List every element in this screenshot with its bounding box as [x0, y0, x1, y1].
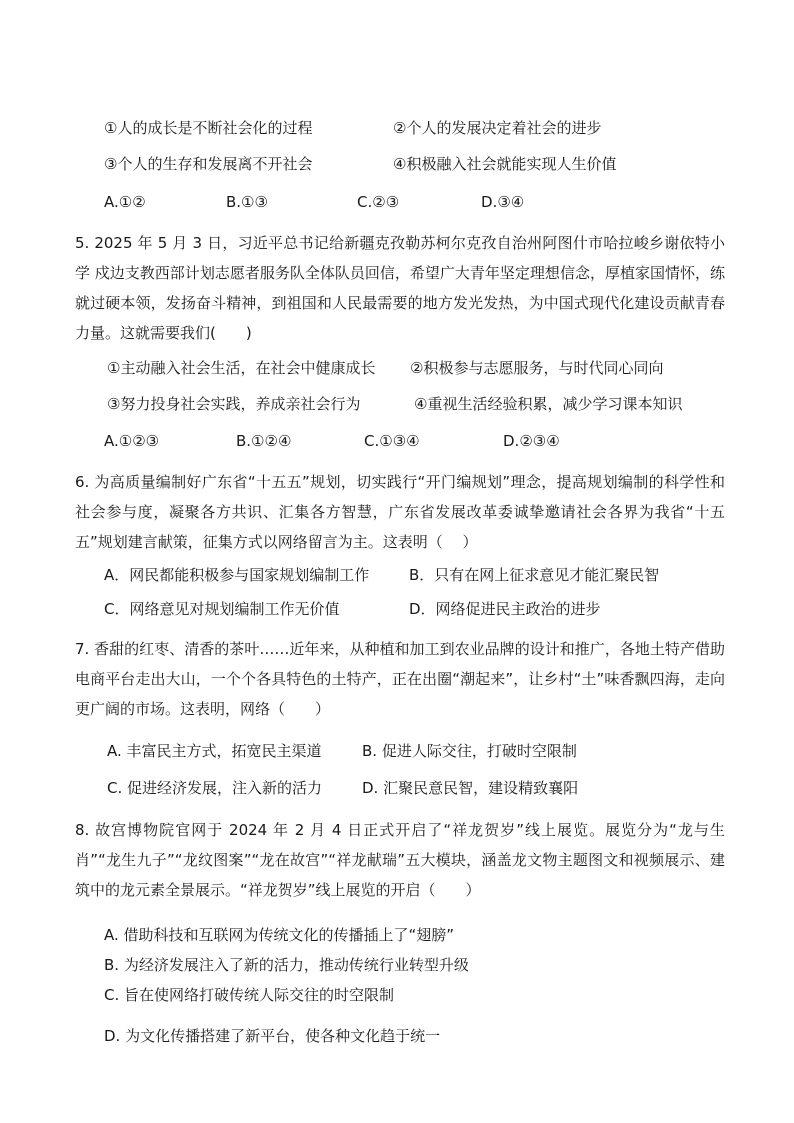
q7-option-d: D. 汇聚民意民智，建设精致襄阳: [362, 779, 579, 797]
q5-item-4: ④重视生活经验积累，减少学习课本知识: [414, 395, 683, 413]
q6-option-a: A．网民都能积极参与国家规划编制工作: [104, 566, 370, 584]
q7-option-b: B. 促进人际交往，打破时空限制: [362, 742, 577, 760]
q6-option-c: C．网络意见对规划编制工作无价值: [104, 600, 340, 618]
q4-item-1: ①人的成长是不断社会化的过程: [104, 119, 313, 137]
q8-option-d: D. 为文化传播搭建了新平台，使各种文化趋于统一: [104, 1027, 441, 1045]
q4-item-4: ④积极融入社会就能实现人生价值: [393, 155, 617, 173]
q4-item-3: ③个人的生存和发展离不开社会: [104, 155, 313, 173]
q4-item-2: ②个人的发展决定着社会的进步: [393, 119, 602, 137]
q8-option-c: C. 旨在使网络打破传统人际交往的时空限制: [104, 986, 395, 1004]
q5-option-b: B.①②④: [236, 432, 292, 450]
q4-option-a: A.①②: [104, 193, 146, 211]
q6-option-b: B．只有在网上征求意见才能汇聚民智: [409, 566, 660, 584]
q7-option-a: A. 丰富民主方式，拓宽民主渠道: [107, 742, 322, 760]
q8-option-b: B. 为经济发展注入了新的活力，推动传统行业转型升级: [104, 956, 469, 974]
q4-option-d: D.③④: [481, 193, 525, 211]
q5-stem: 5. 2025 年 5 月 3 日，习近平总书记给新疆克孜勒苏柯尔克孜自治州阿图什市哈拉峻乡谢依特小学 戍边支教西部计划志愿者服务队全体队员回信，希望广大青年坚定理想信念，厚植家国情怀，练就过硬本领，发扬奋斗精神，到祖国和人民最需要的地方发光发热，为中国式现代化建设贡献青春力量。这就需要我们( ): [75, 234, 725, 342]
q5-item-3: ③努力投身社会实践，养成亲社会行为: [107, 395, 361, 413]
q5-item-1: ①主动融入社会生活，在社会中健康成长: [107, 359, 376, 377]
q4-option-b: B.①③: [226, 193, 268, 211]
q5-option-c: C.①③④: [364, 432, 420, 450]
q8-option-a: A. 借助科技和互联网为传统文化的传播插上了“翅膀”: [104, 926, 455, 944]
q5-option-a: A.①②③: [104, 432, 160, 450]
q8-stem: 8. 故宫博物院官网于 2024 年 2 月 4 日正式开启了“祥龙贺岁”线上展览。展览分为“龙与生肖”“龙生九子”“龙纹图案”“龙在故宫”“祥龙献瑞”五大模块，涵盖龙文物主题图文和视频展示、建筑中的龙元素全景展示。“祥龙贺岁”线上展览的开启（ ）: [75, 821, 725, 899]
q5-option-d: D.②③④: [503, 432, 560, 450]
q7-option-c: C. 促进经济发展，注入新的活力: [107, 779, 323, 797]
q6-option-d: D．网络促进民主政治的进步: [409, 600, 601, 618]
q6-stem: 6. 为高质量编制好广东省“十五五”规划，切实践行“开门编规划”理念，提高规划编制的科学性和社会参与度，凝聚各方共识、汇集各方智慧，广东省发展改革委诚挚邀请社会各界为我省“十五五”规划建言献策，征集方式以网络留言为主。这表明（ ）: [75, 473, 725, 551]
q5-item-2: ②积极参与志愿服务，与时代同心同向: [410, 359, 664, 377]
q7-stem: 7. 香甜的红枣、清香的茶叶……近年来，从种植和加工到农业品牌的设计和推广，各地土特产借助电商平台走出大山，一个个各具特色的土特产，正在出圈“潮起来”，让乡村“土”味香飘四海，走向更广阔的市场。这表明，网络（ ）: [75, 640, 725, 718]
q4-option-c: C.②③: [357, 193, 400, 211]
